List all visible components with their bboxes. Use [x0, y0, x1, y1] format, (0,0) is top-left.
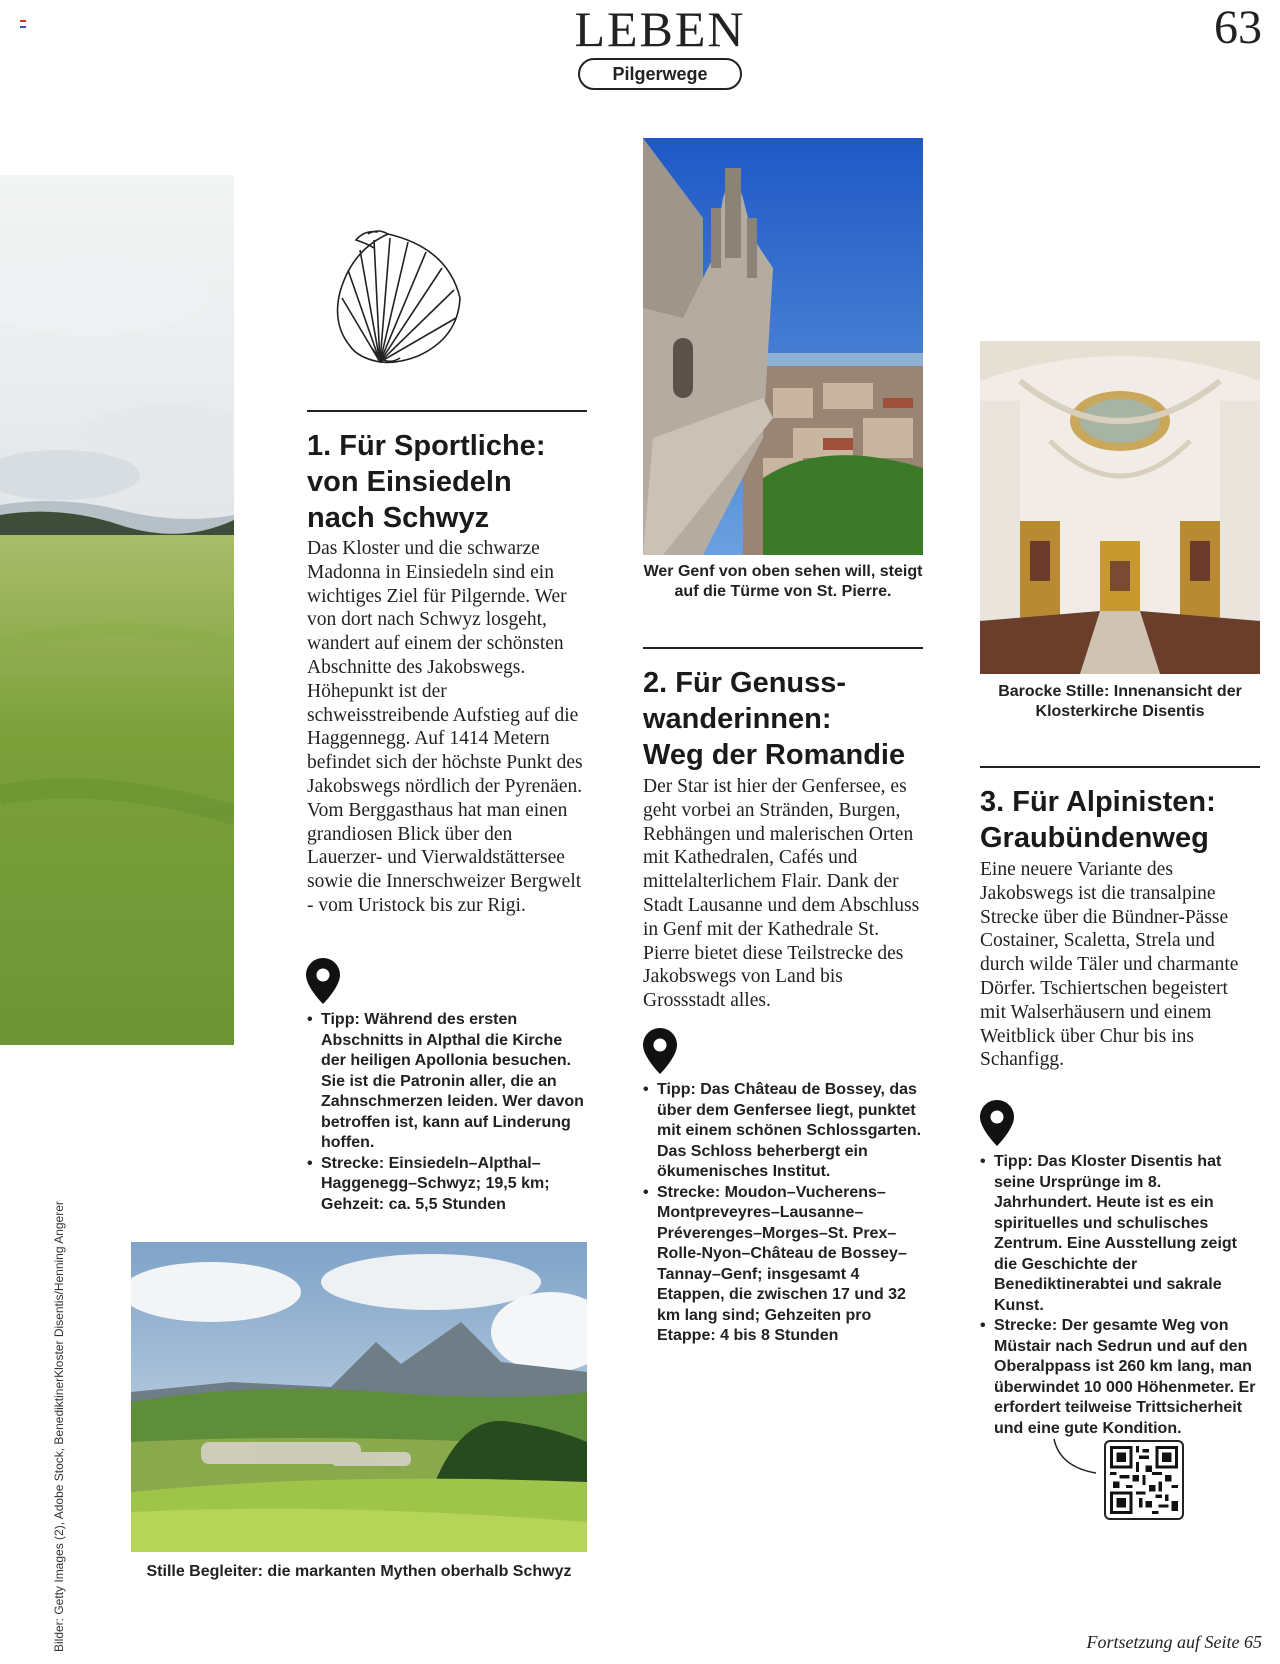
route-3-body: Eine neuere Variante des Jakobswegs ist die transalpine Strecke über die Bündner-Pässe Costainer, Scaletta, Strela und durch wilde Täler und charmante Dörfer. Tschiertschen begeistert mit Walserhäusern und einem Weitblick über Chur bis ins Schanfigg. [980, 859, 1239, 1071]
page-number: 63 [1214, 1, 1262, 54]
divider-route-3 [980, 766, 1260, 768]
map-pin-icon [306, 958, 340, 1004]
meadow-photo [0, 175, 234, 1045]
disentis-caption: Barocke Stille: Innenansicht der Klosterkirche Disentis [998, 683, 1242, 720]
list-item: • Tipp: Das Kloster Disentis hat seine Ursprünge im 8. Jahrhundert. Heute ist es ein spirituelles und schulisches Zentrum. Eine Ausstellung zeigt die Geschichte der Benediktinerabtei und sakrale Kunst. [980, 1152, 1260, 1316]
disentis-photo [980, 341, 1260, 674]
route-3-tips [980, 1152, 1260, 1439]
continuation-note: Fortsetzung auf Seite 65 [1086, 1632, 1262, 1652]
route-1-tips [307, 1010, 587, 1215]
qr-code-icon[interactable] [1104, 1440, 1184, 1520]
list-item: • Strecke: Einsiedeln–Alpthal–Haggenegg–Schwyz; 19,5 km; Gehzeit: ca. 5,5 Stunden [307, 1154, 587, 1216]
section-title: LEBEN [574, 1, 746, 57]
map-pin-icon [980, 1100, 1014, 1146]
pointer-line [1052, 1437, 1102, 1477]
route-2-body: Der Star ist hier der Genfersee, es geht vorbei an Stränden, Burgen, Rebhängen und malerischen Orten mit Kathedralen, Cafés und mittelalterlichem Flair. Dank der Stadt Lausanne und dem Abschluss in Genf mit der Kathedrale St. Pierre bietet diese Teilstrecke des Jakobswegs von Land bis Grossstadt alles. [643, 776, 920, 1012]
mythen-caption: Stille Begleiter: die markanten Mythen oberhalb Schwyz [146, 1563, 572, 1580]
flag-icon [20, 20, 26, 28]
route-3-heading: 3. Für Alpinisten: Graubündenweg [980, 786, 1216, 854]
list-item: • Tipp: Während des ersten Abschnitts in Alpthal die Kirche der heiligen Apollonia besuchen. Sie ist die Patronin aller, die an Zahnschmerzen leiden. Wer davon betroffen ist, kann auf Linderung hoffen. [307, 1010, 587, 1154]
route-1-body: Das Kloster und die schwarze Madonna in Einsiedeln sind ein wichtiges Ziel für Pilgernde. Wer von dort nach Schwyz losgeht, wandert auf einem der schönsten Abschnitte des Jakobswegs. Höhepunkt ist der schweisstreibende Aufstieg auf die Haggennegg. Auf 1414 Metern befindet sich der höchste Punkt des Jakobswegs nördlich der Pyrenäen. Vom Berggasthaus hat man einen grandiosen Blick über den Lauerzer- und Vierwaldstättersee sowie die Innerschweizer Bergwelt - vom Uristock bis zur Rigi. [307, 538, 583, 916]
list-item: • Tipp: Das Château de Bossey, das über dem Genfersee liegt, punktet mit einem schönen Schlossgarten. Das Schloss beherbergt ein ökumenisches Institut. [643, 1080, 923, 1183]
route-2-heading: 2. Für Genuss- wanderinnen: Weg der Romandie [643, 667, 906, 771]
subsection-label: Pilgerwege [578, 58, 742, 90]
scallop-shell-icon [328, 228, 466, 368]
list-item: • Strecke: Moudon–Vucherens–Montpreveyres–Lausanne–Préverenges–Morges–St. Prex–Rolle-Nyon–Château de Bossey–Tannay–Genf; insgesamt 4 Etappen, die zwischen 17 und 32 km lang sind; Gehzeiten pro Etappe: 4 bis 8 Stunden [643, 1183, 923, 1347]
geneva-caption: Wer Genf von oben sehen will, steigt auf die Türme von St. Pierre. [643, 563, 923, 600]
photo-credit: Bilder: Getty Images (2), Adobe Stock, BenediktinerKloster Disentis/Henning Angerer [52, 1201, 66, 1652]
route-1-heading: 1. Für Sportliche: von Einsiedeln nach Schwyz [307, 430, 546, 534]
divider-route-2 [643, 647, 923, 649]
divider-route-1 [307, 410, 587, 412]
map-pin-icon [643, 1028, 677, 1074]
route-2-tips [643, 1080, 923, 1347]
mythen-photo [131, 1242, 587, 1552]
geneva-photo [643, 138, 923, 555]
list-item: • Strecke: Der gesamte Weg von Müstair nach Sedrun und auf den Oberalppass ist 260 km lang, man überwindet 10 000 Höhenmeter. Er erfordert teilweise Trittsicherheit und eine gute Kondition. [980, 1316, 1260, 1439]
